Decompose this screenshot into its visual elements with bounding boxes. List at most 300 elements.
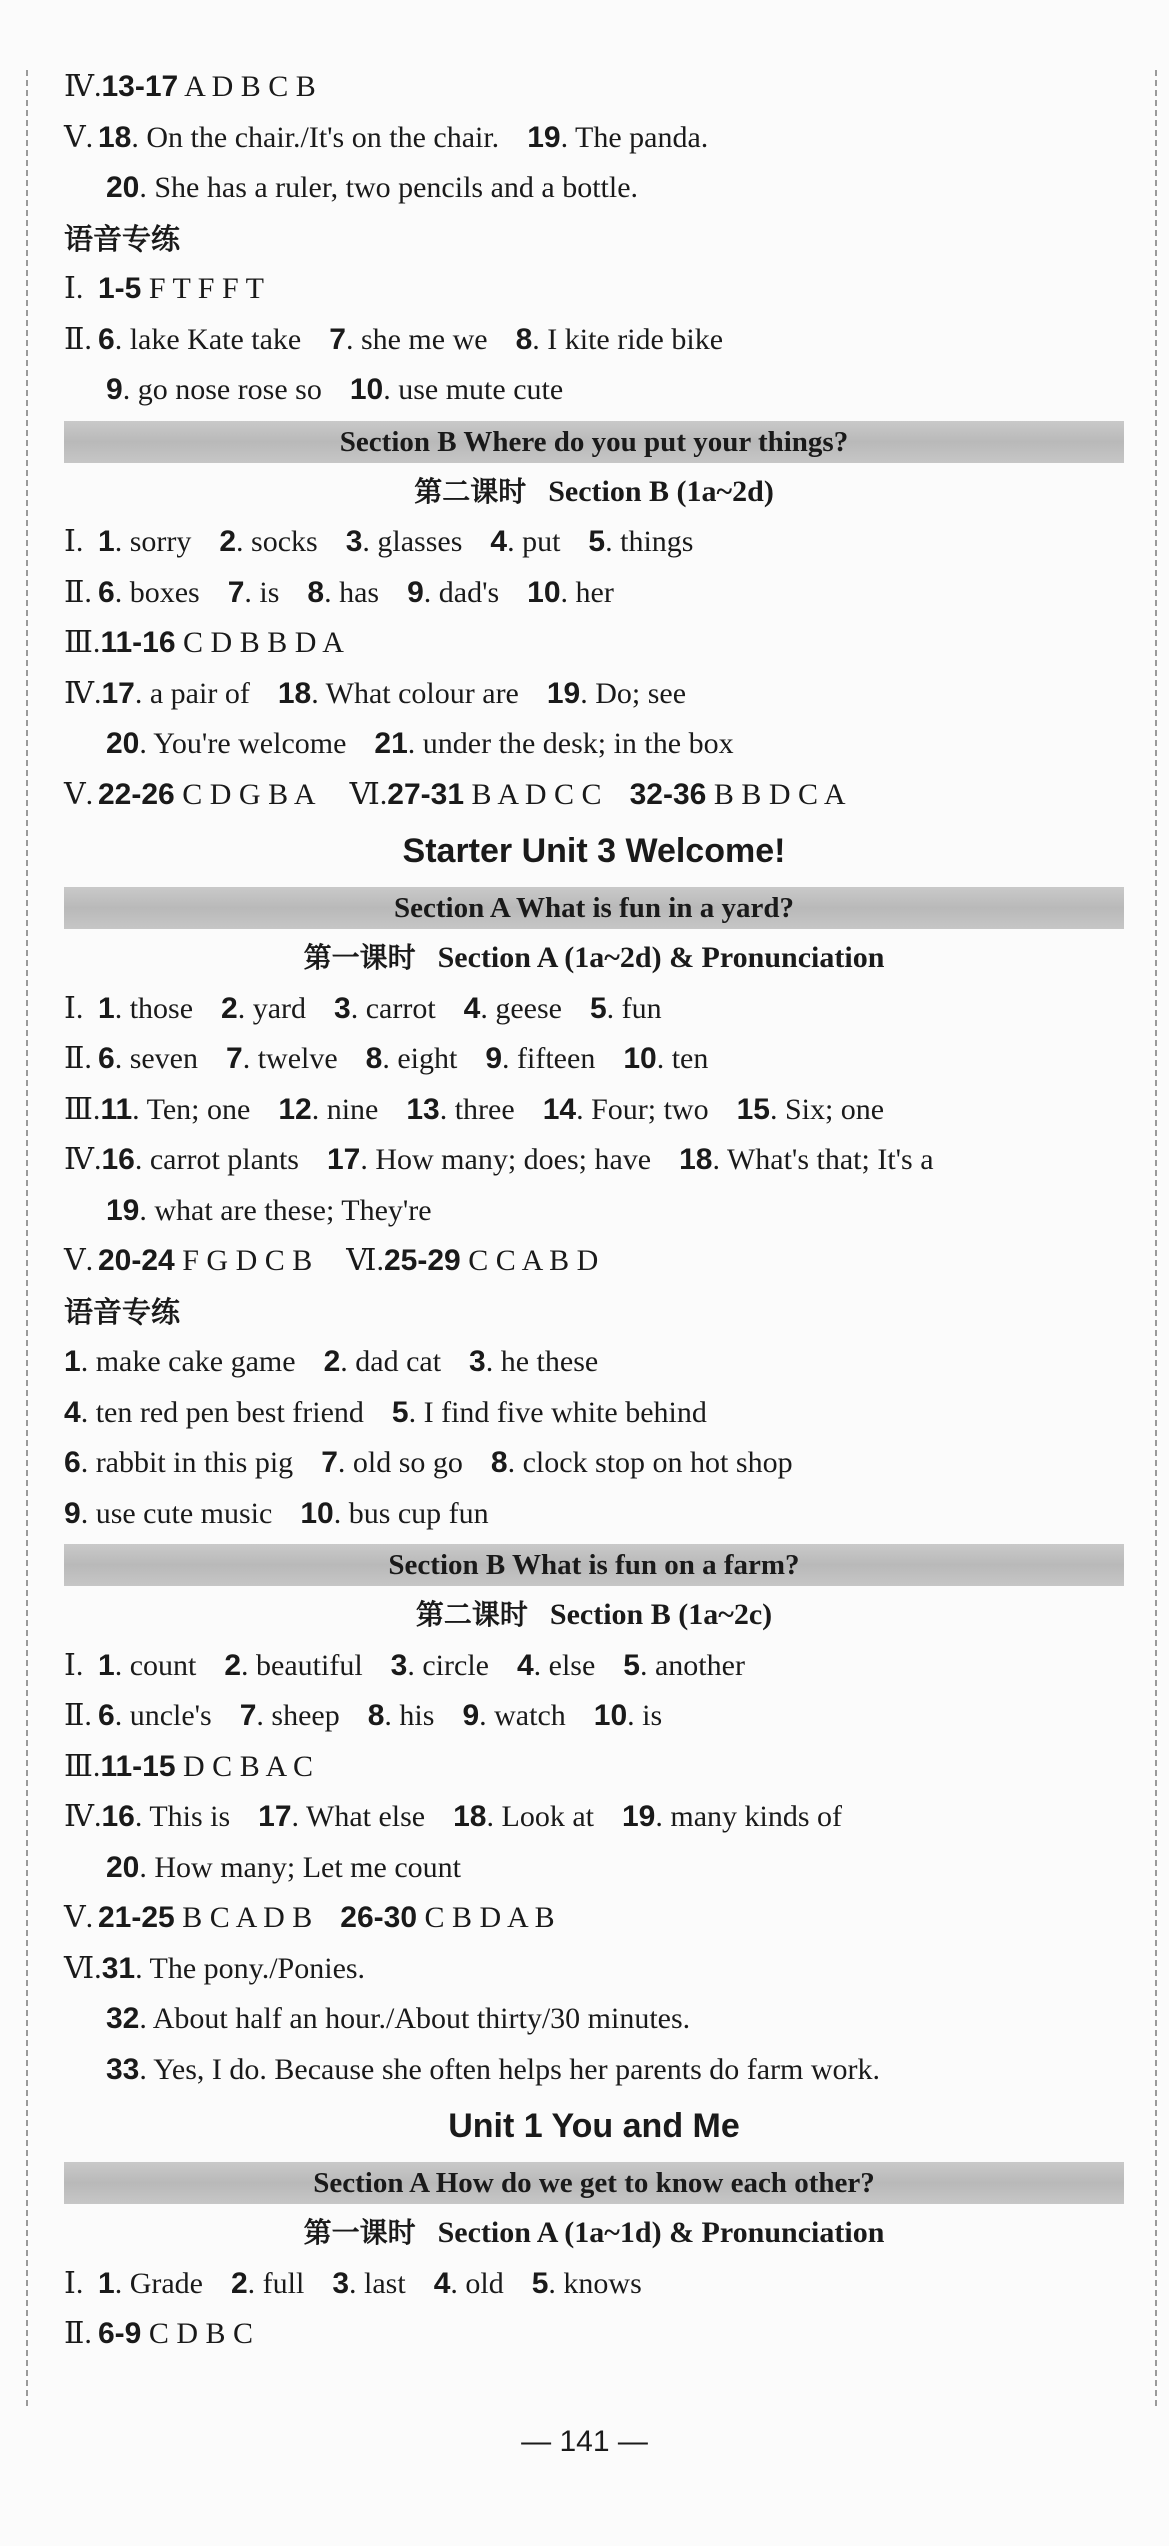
question-number: 8 xyxy=(367,1699,385,1732)
answer-row xyxy=(64,1438,1124,1489)
answer-row xyxy=(64,264,1124,315)
answer-text: . geese xyxy=(480,991,562,1025)
answer-text: . knows xyxy=(548,2266,642,2300)
answer-item xyxy=(490,525,560,558)
question-number: 6 xyxy=(98,575,115,609)
answer-text: B C A D B xyxy=(174,1901,313,1934)
answer-text: . rabbit in this pig xyxy=(80,1446,294,1479)
answer-text: . How many; Let me count xyxy=(139,1850,461,1884)
question-number: 13-17 xyxy=(101,70,179,103)
question-number: 26-30 xyxy=(340,1901,418,1934)
answer-item xyxy=(100,626,343,659)
roman-numeral: Ⅳ. xyxy=(64,70,102,103)
lesson-title: Section B (1a~2d) xyxy=(548,474,774,508)
lesson-heading xyxy=(64,2208,1124,2259)
answer-row xyxy=(64,719,1124,770)
answer-text: . What's that; It's a xyxy=(712,1143,934,1176)
answer-item xyxy=(307,576,379,609)
answer-text: . her xyxy=(560,575,614,609)
lesson-heading xyxy=(64,933,1124,984)
question-number: 18 xyxy=(453,1800,487,1833)
question-number: 16 xyxy=(101,1800,135,1833)
lesson-heading xyxy=(64,1590,1124,1641)
question-number: 31 xyxy=(101,1951,136,1985)
answer-item xyxy=(98,2317,253,2350)
question-number: 8 xyxy=(365,1042,383,1075)
answer-text: . How many; does; have xyxy=(360,1143,652,1176)
answer-row xyxy=(64,1641,1124,1692)
question-number: 6-9 xyxy=(98,2317,142,2350)
answer-item xyxy=(462,1699,565,1732)
answer-item xyxy=(594,1699,662,1732)
answer-text: . carrot plants xyxy=(134,1143,299,1176)
answer-item xyxy=(100,1093,250,1126)
answer-item xyxy=(64,1396,364,1429)
answer-text: . Yes, I do. Because she often helps her parents do farm work. xyxy=(139,2052,881,2086)
answer-text: . What colour are xyxy=(311,676,519,710)
lesson-heading xyxy=(64,467,1124,518)
question-number: 8 xyxy=(307,575,325,609)
answer-text: C B D A B xyxy=(417,1901,555,1934)
answer-row xyxy=(64,1691,1124,1742)
roman-numeral: Ⅰ. xyxy=(64,2266,84,2300)
answer-row xyxy=(64,62,1124,113)
question-number: 4 xyxy=(433,2266,451,2300)
answer-item xyxy=(98,992,193,1025)
answer-item xyxy=(98,1901,312,1934)
answer-text: . eight xyxy=(382,1042,458,1075)
section-heading: 语音专练 xyxy=(64,221,181,256)
answer-item xyxy=(332,2267,405,2300)
answer-item xyxy=(98,272,264,305)
answer-text: . Ten; one xyxy=(132,1092,251,1126)
answer-item xyxy=(387,778,601,811)
question-number: 7 xyxy=(321,1446,338,1479)
answer-text: . those xyxy=(114,991,194,1025)
answer-item xyxy=(98,1244,312,1277)
answer-item xyxy=(98,778,316,811)
answer-row xyxy=(64,770,1124,821)
answer-row xyxy=(64,1186,1124,1237)
question-number: 1-5 xyxy=(98,272,142,305)
answer-text: . things xyxy=(605,525,694,558)
answer-text: . bus cup fun xyxy=(333,1496,489,1530)
question-number: 16 xyxy=(101,1143,135,1176)
roman-numeral: Ⅲ. xyxy=(64,1092,101,1126)
answer-item xyxy=(517,1649,595,1682)
answer-text: . Look at xyxy=(486,1800,594,1833)
question-number: 7 xyxy=(329,322,346,356)
answer-item xyxy=(434,2267,504,2300)
roman-numeral: Ⅱ. xyxy=(64,322,92,356)
question-number: 19 xyxy=(621,1800,656,1833)
question-number: 5 xyxy=(623,1648,640,1682)
question-number: 11-16 xyxy=(100,626,176,659)
answer-item xyxy=(350,373,563,406)
answer-text: . About half an hour./About thirty/30 minutes. xyxy=(139,2002,691,2035)
answer-item xyxy=(622,1800,842,1833)
answer-item xyxy=(547,677,686,710)
answer-text: . count xyxy=(114,1648,197,1682)
question-number: 9 xyxy=(485,1042,503,1075)
answer-item xyxy=(623,1042,708,1075)
roman-numeral: Ⅰ. xyxy=(64,1648,84,1682)
answer-row xyxy=(64,315,1124,366)
question-number: 18 xyxy=(679,1143,713,1176)
answer-text: . Six; one xyxy=(769,1092,885,1126)
answer-item xyxy=(98,323,301,356)
page-number: — 141 — xyxy=(521,2425,648,2458)
answer-text: F G D C B xyxy=(174,1244,313,1277)
answer-row xyxy=(64,113,1124,164)
answer-item xyxy=(464,992,562,1025)
question-number: 6 xyxy=(98,322,115,356)
answer-item xyxy=(102,1952,365,1985)
answer-item xyxy=(588,525,693,558)
question-number: 3 xyxy=(332,2266,350,2300)
answer-text: . he these xyxy=(485,1345,599,1378)
lesson-number: 第二课时 xyxy=(414,474,527,508)
answer-row xyxy=(64,1742,1124,1793)
section-banner: Section A What is fun in a yard? xyxy=(64,887,1124,929)
answer-text: . a pair of xyxy=(134,676,250,710)
answer-text: . uncle's xyxy=(114,1699,212,1732)
question-number: 32-36 xyxy=(629,777,707,811)
answer-row xyxy=(64,1792,1124,1843)
answer-item xyxy=(532,2267,642,2300)
answer-row xyxy=(64,1337,1124,1388)
answer-text: . glasses xyxy=(362,525,463,558)
answer-text: . dad's xyxy=(423,575,500,609)
roman-numeral: Ⅴ. xyxy=(64,1901,94,1934)
answer-item xyxy=(226,1042,338,1075)
answer-text: . clock stop on hot shop xyxy=(507,1446,793,1479)
lesson-number: 第一课时 xyxy=(303,941,416,974)
answer-item xyxy=(469,1345,598,1378)
answer-text: . The pony./Ponies. xyxy=(135,1951,366,1985)
answer-row xyxy=(64,517,1124,568)
answer-text: . full xyxy=(247,2266,305,2300)
answer-item xyxy=(278,677,519,710)
answer-row xyxy=(64,618,1124,669)
roman-numeral: Ⅴ. xyxy=(64,120,94,154)
answer-text: . Grade xyxy=(114,2266,203,2300)
question-number: 4 xyxy=(463,991,481,1025)
answer-text: . is xyxy=(244,575,280,609)
answer-text: C D B C xyxy=(141,2317,254,2350)
answer-item xyxy=(374,727,733,760)
question-number: 10 xyxy=(527,575,561,609)
answer-item xyxy=(98,1042,198,1075)
answer-row xyxy=(64,163,1124,214)
roman-numeral: Ⅰ. xyxy=(64,272,84,305)
question-number: 17 xyxy=(101,676,135,710)
unit-title: Unit 1 You and Me xyxy=(448,2107,740,2145)
answer-text: . what are these; They're xyxy=(139,1193,432,1227)
question-number: 1 xyxy=(98,991,115,1025)
question-number: 1 xyxy=(64,1345,81,1378)
question-number: 19 xyxy=(106,1193,140,1227)
answer-item xyxy=(64,1497,272,1530)
roman-numeral: Ⅲ. xyxy=(64,626,101,659)
answer-row xyxy=(64,1388,1124,1439)
lesson-number: 第二课时 xyxy=(415,1598,528,1631)
question-number: 3 xyxy=(390,1648,408,1682)
question-number: 9 xyxy=(106,373,123,406)
question-number: 33 xyxy=(106,2052,140,2086)
answer-text: . boxes xyxy=(114,575,200,609)
answer-row xyxy=(64,1489,1124,1540)
answer-text: . fifteen xyxy=(502,1042,596,1075)
question-number: 20 xyxy=(106,1850,140,1884)
answer-item xyxy=(240,1699,340,1732)
answer-item xyxy=(231,2267,304,2300)
question-number: 9 xyxy=(64,1496,81,1530)
answer-text: . dad cat xyxy=(340,1345,442,1378)
answer-text: . yard xyxy=(237,991,307,1025)
answer-item xyxy=(321,1446,463,1479)
question-number: 10 xyxy=(593,1699,628,1732)
answer-text: . she me we xyxy=(345,322,488,356)
roman-numeral: Ⅱ. xyxy=(64,2317,92,2350)
answer-row xyxy=(64,984,1124,1035)
answer-item xyxy=(106,2002,690,2035)
question-number: 3 xyxy=(334,991,351,1025)
lesson-number: 第一课时 xyxy=(303,2216,416,2249)
answer-row xyxy=(64,2309,1124,2360)
answer-item xyxy=(324,1345,441,1378)
answer-item xyxy=(106,171,638,204)
answer-row xyxy=(64,1843,1124,1894)
roman-numeral: Ⅲ. xyxy=(64,1749,101,1783)
answer-row xyxy=(64,1085,1124,1136)
answer-item xyxy=(485,1042,595,1075)
answer-item xyxy=(106,373,322,406)
answer-text: . ten xyxy=(656,1042,709,1075)
question-number: 13 xyxy=(406,1092,440,1126)
answer-text: . another xyxy=(639,1648,745,1682)
answer-item xyxy=(407,576,499,609)
answer-text: . use cute music xyxy=(80,1496,273,1530)
question-number: 19 xyxy=(527,120,561,154)
answer-text: . under the desk; in the box xyxy=(407,727,734,760)
answer-text: . use mute cute xyxy=(383,373,564,406)
answer-text: . beautiful xyxy=(241,1648,363,1682)
question-number: 5 xyxy=(589,991,607,1025)
roman-numeral: Ⅰ. xyxy=(64,991,84,1025)
answer-text: . Do; see xyxy=(580,676,687,710)
answer-text: . go nose rose so xyxy=(122,373,322,406)
answer-item xyxy=(100,1750,313,1783)
answer-text: C D B B D A xyxy=(175,626,344,659)
answer-text: . many kinds of xyxy=(655,1800,843,1833)
question-number: 1 xyxy=(98,2266,115,2300)
answer-text: D C B A C xyxy=(175,1749,314,1783)
question-number: 11 xyxy=(100,1092,133,1126)
answer-item xyxy=(384,1244,598,1277)
answer-text: . I kite ride bike xyxy=(532,322,724,356)
answer-item xyxy=(543,1093,709,1126)
answer-item xyxy=(106,2053,880,2086)
answer-text: . What else xyxy=(291,1800,426,1833)
question-number: 6 xyxy=(98,1042,115,1075)
answer-text: . three xyxy=(439,1092,515,1126)
question-number: 11-15 xyxy=(100,1749,176,1783)
question-number: 6 xyxy=(98,1699,115,1732)
answer-item xyxy=(228,576,280,609)
answer-item xyxy=(64,1446,293,1479)
question-number: 32 xyxy=(106,2002,140,2035)
question-number: 6 xyxy=(64,1446,81,1479)
answer-item xyxy=(392,1396,707,1429)
answer-text: F T F F T xyxy=(141,272,264,305)
answer-item xyxy=(258,1800,425,1833)
answer-text: . old so go xyxy=(337,1446,463,1479)
answer-text: . You're welcome xyxy=(139,727,347,760)
answer-row xyxy=(64,2259,1124,2310)
answer-row xyxy=(64,1236,1124,1287)
question-number: 7 xyxy=(227,575,245,609)
answer-item xyxy=(346,525,463,558)
answer-item xyxy=(98,121,499,154)
answer-item xyxy=(278,1093,378,1126)
answer-text: . She has a ruler, two pencils and a bottle. xyxy=(139,171,639,204)
answer-item xyxy=(64,1345,296,1378)
answer-item xyxy=(527,576,614,609)
answer-item xyxy=(406,1093,514,1126)
question-number: 15 xyxy=(736,1092,770,1126)
question-number: 8 xyxy=(515,322,533,356)
answer-item xyxy=(368,1699,435,1732)
section-heading: 语音专练 xyxy=(64,1294,181,1329)
answer-item xyxy=(453,1800,594,1833)
question-number: 9 xyxy=(462,1699,480,1732)
answer-text: . make cake game xyxy=(80,1345,296,1378)
answer-item xyxy=(679,1143,933,1176)
answer-item xyxy=(327,1143,651,1176)
question-number: 2 xyxy=(221,991,238,1025)
answer-text: . I find five white behind xyxy=(408,1395,707,1429)
answer-text: . old xyxy=(450,2266,504,2300)
question-number: 9 xyxy=(407,575,424,609)
answer-item xyxy=(98,2267,203,2300)
answer-row xyxy=(64,1893,1124,1944)
answer-item xyxy=(98,525,191,558)
roman-numeral: Ⅳ. xyxy=(64,1143,102,1176)
answer-row xyxy=(64,2045,1124,2096)
roman-numeral: Ⅱ. xyxy=(64,575,92,609)
roman-numeral: Ⅳ. xyxy=(64,1800,102,1833)
answer-item xyxy=(101,677,249,710)
question-number: 2 xyxy=(219,525,237,558)
roman-numeral: Ⅱ. xyxy=(64,1699,92,1732)
answer-item xyxy=(101,1143,298,1176)
answer-item xyxy=(101,1800,230,1833)
answer-item xyxy=(98,1699,212,1732)
answer-text: C D G B A xyxy=(174,777,316,811)
unit-title: Starter Unit 3 Welcome! xyxy=(402,832,786,870)
answer-text: . last xyxy=(349,2266,406,2300)
answer-item xyxy=(224,1649,362,1682)
question-number: 5 xyxy=(588,525,606,558)
lesson-title: Section B (1a~2c) xyxy=(549,1598,773,1631)
lesson-title: Section A (1a~1d) & Pronunciation xyxy=(437,2216,885,2249)
answer-text: . is xyxy=(627,1699,663,1732)
question-number: 22-26 xyxy=(98,777,175,811)
answer-text: . ten red pen best friend xyxy=(80,1395,364,1429)
question-number: 3 xyxy=(345,525,363,558)
answer-text: . Four; two xyxy=(576,1092,709,1126)
question-number: 5 xyxy=(531,2266,549,2300)
question-number: 1 xyxy=(98,525,115,558)
question-number: 17 xyxy=(258,1800,292,1833)
question-number: 25-29 xyxy=(383,1244,461,1277)
roman-numeral: Ⅴ. xyxy=(64,1244,94,1277)
question-number: 17 xyxy=(326,1143,361,1176)
answer-item xyxy=(516,323,723,356)
answer-text: . fun xyxy=(606,991,662,1025)
answer-row xyxy=(64,669,1124,720)
answer-item xyxy=(391,1649,489,1682)
answer-text: . has xyxy=(324,575,380,609)
answer-key xyxy=(64,62,1124,2360)
question-number: 12 xyxy=(278,1092,312,1126)
answer-text: . sorry xyxy=(114,525,192,558)
question-number: 4 xyxy=(490,525,508,558)
lesson-title: Section A (1a~2d) & Pronunciation xyxy=(437,941,885,974)
answer-text: B A D C C xyxy=(464,777,602,811)
question-number: 1 xyxy=(98,1648,115,1682)
roman-numeral: Ⅱ. xyxy=(64,1042,92,1075)
answer-text: . carrot xyxy=(350,991,436,1025)
answer-item xyxy=(106,727,346,760)
right-margin-line xyxy=(1155,70,1157,2406)
answer-item xyxy=(106,1194,432,1227)
answer-item xyxy=(340,1901,554,1934)
answer-text: . lake Kate take xyxy=(114,322,302,356)
question-number: 10 xyxy=(623,1042,657,1075)
answer-item xyxy=(590,992,662,1025)
section-banner: Section B Where do you put your things? xyxy=(64,421,1124,463)
answer-row xyxy=(64,1135,1124,1186)
answer-text: . else xyxy=(533,1648,596,1682)
roman-numeral: Ⅵ. xyxy=(346,1244,384,1277)
answer-item xyxy=(329,323,487,356)
answer-text: . The panda. xyxy=(560,120,709,154)
answer-item xyxy=(630,778,846,811)
answer-text: . watch xyxy=(479,1699,566,1732)
roman-numeral: Ⅵ. xyxy=(349,777,388,811)
section-banner: Section B What is fun on a farm? xyxy=(64,1544,1124,1586)
question-number: 2 xyxy=(224,1648,242,1682)
answer-text: . sheep xyxy=(256,1699,340,1732)
section-banner: Section A How do we get to know each other? xyxy=(64,2162,1124,2204)
roman-numeral: Ⅰ. xyxy=(64,525,84,558)
roman-numeral: Ⅴ. xyxy=(64,777,94,811)
answer-row xyxy=(64,568,1124,619)
answer-row xyxy=(64,365,1124,416)
question-number: 2 xyxy=(323,1345,341,1378)
question-number: 2 xyxy=(230,2266,248,2300)
question-number: 18 xyxy=(98,120,132,154)
answer-item xyxy=(98,1649,196,1682)
answer-row xyxy=(64,1994,1124,2045)
question-number: 10 xyxy=(349,373,384,406)
roman-numeral: Ⅵ. xyxy=(64,1951,102,1985)
answer-item xyxy=(221,992,306,1025)
question-number: 8 xyxy=(490,1446,508,1479)
answer-item xyxy=(527,121,708,154)
